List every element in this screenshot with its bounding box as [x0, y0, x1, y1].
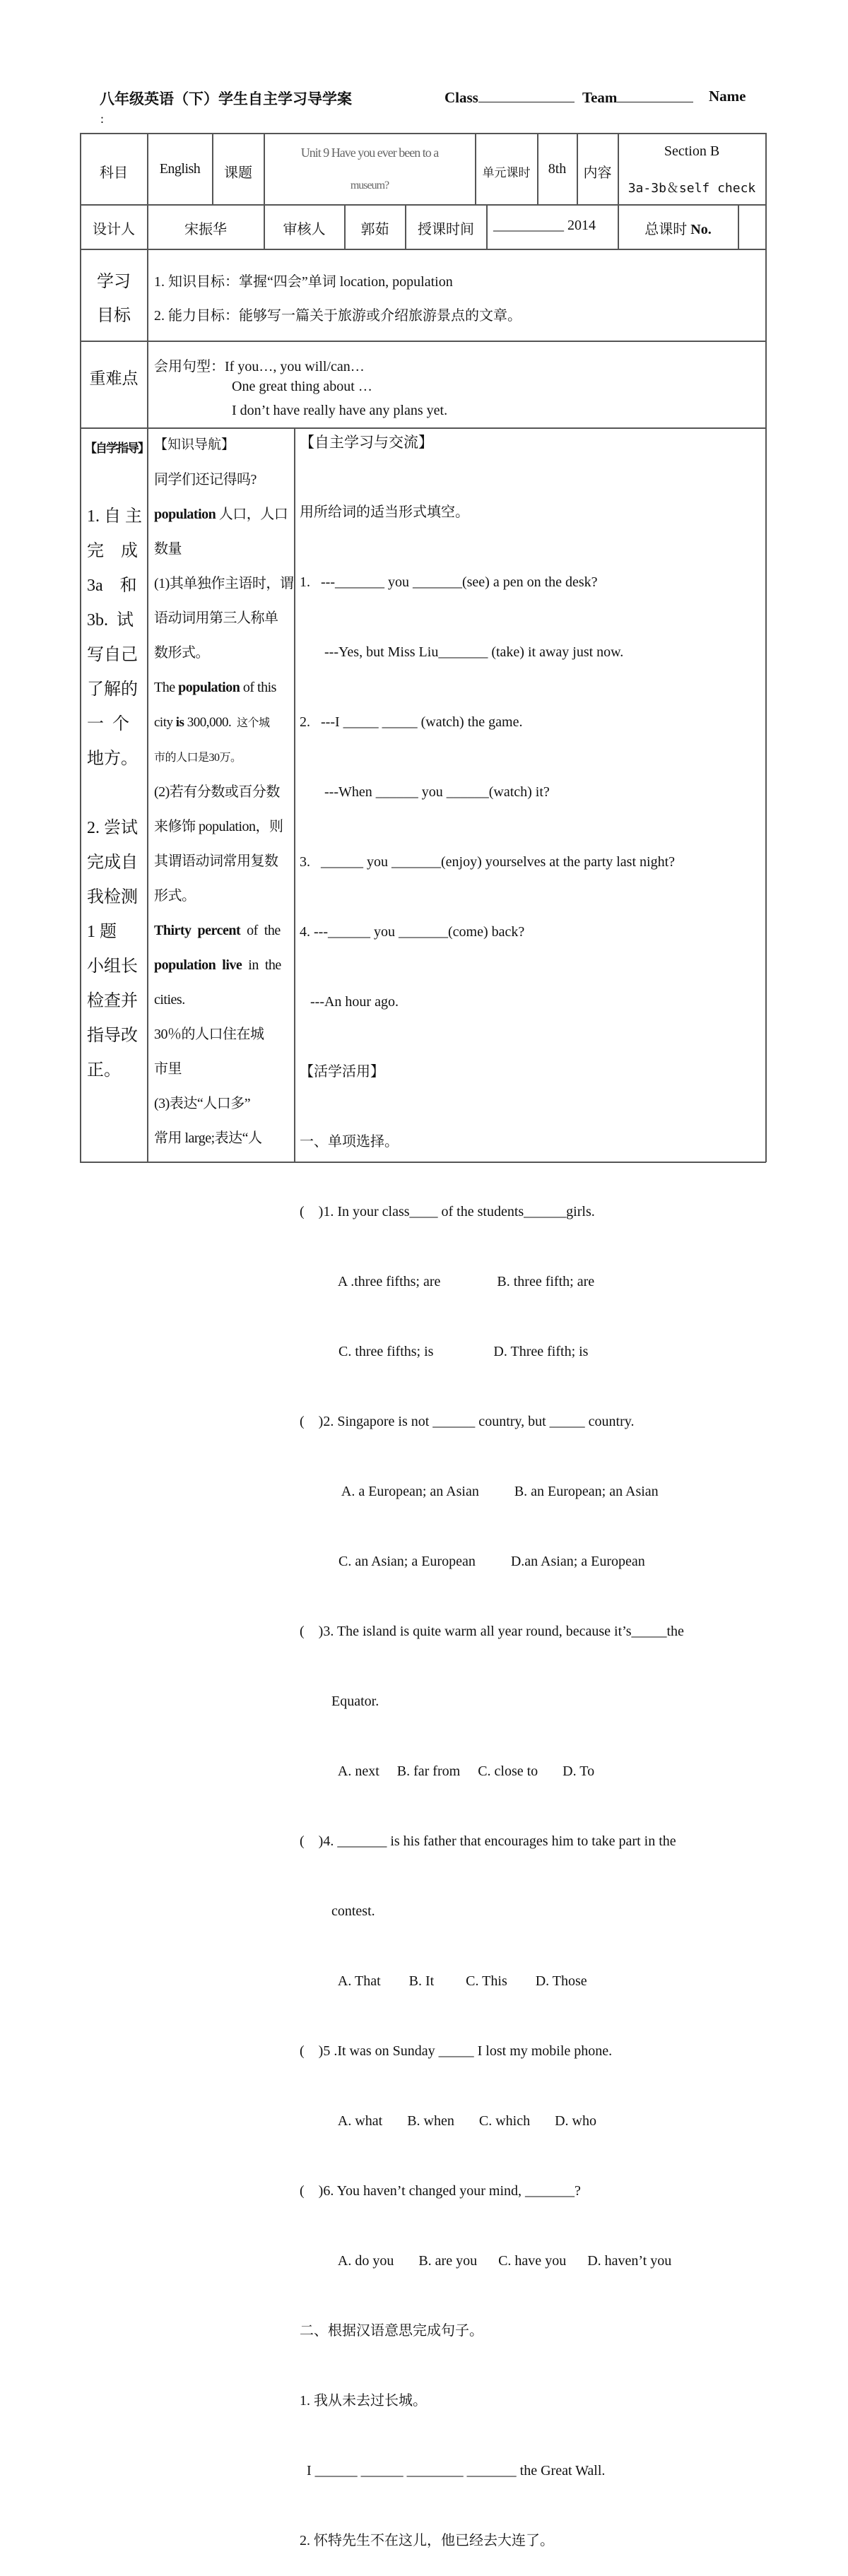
exercise-line: A. That B. It C. This D. Those — [300, 1973, 587, 1989]
guide-line: 3a 和 — [87, 577, 137, 595]
team-blank[interactable] — [617, 88, 693, 102]
exercise-line: 3. ______ you _______(enjoy) yourselves at the party last night? — [300, 854, 676, 870]
exercise-line: ( )6. You haven’t changed your mind, _______? — [300, 2183, 581, 2199]
section-title-practice: 【活学活用】 — [300, 1064, 384, 1080]
time-value: __________ 2014 — [493, 218, 596, 233]
name-label: Name — [709, 88, 746, 105]
knowledge-line: (1)其单独作主语时，谓 — [154, 576, 294, 591]
goal-ability: 2. 能力目标：能够写一篇关于旅游或介绍旅游景点的文章。 — [154, 308, 522, 324]
exercise-line: A. next B. far from C. close to D. To — [300, 1763, 595, 1779]
exercise-line: ---An hour ago. — [300, 994, 399, 1010]
guide-line: 了解的 — [87, 680, 138, 699]
self-study-guide-steps — [87, 500, 142, 1088]
knowledge-line: 语动词用第三人称单 — [154, 610, 278, 626]
goals-label-1: 学习 — [97, 273, 131, 291]
time-label: 授课时间 — [418, 222, 474, 237]
class-label: Class — [444, 88, 575, 107]
guide-line: 我检测 — [87, 888, 138, 906]
reviewer-label: 审核人 — [283, 222, 326, 237]
guide-line: 完成自 — [87, 853, 138, 872]
exercise-list — [300, 454, 684, 2576]
knowledge-line: population live in the — [154, 957, 281, 973]
guide-line: 1. 自 主 — [87, 507, 142, 526]
topic-label: 课题 — [224, 165, 252, 181]
knowledge-line: 来修饰 population，则 — [154, 819, 283, 834]
key-point-line-2: One great thing about … — [232, 379, 372, 394]
guide-line: 完 成 — [87, 542, 138, 560]
exercise-line: A .three fifths; are B. three fifth; are — [300, 1274, 595, 1289]
knowledge-line: 其谓语动词常用复数 — [154, 853, 278, 869]
total-hours: 总课时 No. — [644, 222, 712, 237]
key-points-label: 重难点 — [89, 370, 139, 387]
exercise-line: ( )1. In your class____ of the students______girls. — [300, 1204, 595, 1219]
exercise-line: C. an Asian; a European D.an Asian; a European — [300, 1554, 645, 1569]
knowledge-line: (3)表达“人口多” — [154, 1096, 251, 1111]
document-title: 八年级英语（下）学生自主学习导学案 — [100, 90, 352, 107]
guide-line: 指导改 — [87, 1027, 138, 1045]
exercise-line: C. three fifths; is D. Three fifth; is — [300, 1344, 589, 1359]
guide-line — [87, 776, 142, 811]
exercise-line: 2. ---I _____ _____ (watch) the game. — [300, 714, 523, 730]
exercise-line: ( )4. _______ is his father that encourages him to take part in the — [300, 1833, 676, 1849]
knowledge-line: The population of this — [154, 680, 276, 695]
designer-label: 设计人 — [93, 222, 135, 237]
knowledge-line: Thirty percent of the — [154, 923, 281, 938]
guide-line: 写自己 — [87, 646, 138, 664]
stray-colon: : — [100, 112, 105, 126]
exercise-line: contest. — [300, 1903, 375, 1919]
exercise-line: A. do you B. are you C. have you D. haven’t you — [300, 2253, 672, 2269]
knowledge-line: 市的人口是30万。 — [154, 752, 242, 764]
exercise-line: A. what B. when C. which D. who — [300, 2113, 596, 2129]
knowledge-line: 常用 large;表达“人 — [154, 1130, 262, 1146]
designer-value: 宋振华 — [184, 222, 227, 237]
subject-value: English — [159, 161, 201, 177]
knowledge-line: (2)若有分数或百分数 — [154, 784, 280, 800]
guide-line: 1 题 — [87, 923, 117, 941]
guide-line: 2. 尝试 — [87, 819, 138, 837]
class-blank[interactable] — [478, 88, 575, 102]
knowledge-line: population 人口，人口 — [154, 507, 288, 522]
key-point-line-3: I don’t have really have any plans yet. — [232, 403, 448, 418]
knowledge-nav-title: 【知识导航】 — [154, 437, 235, 452]
knowledge-line: cities. — [154, 992, 185, 1008]
knowledge-notes — [154, 463, 293, 1156]
exercise-line: 1. ---_______ you _______(see) a pen on the desk? — [300, 574, 598, 590]
guide-line: 3b. 试 — [87, 611, 134, 630]
knowledge-line: 市里 — [154, 1061, 182, 1077]
self-study-guide-title: 【自学指导】 — [85, 442, 148, 456]
guide-line: 正。 — [87, 1061, 121, 1080]
guide-line: 地方。 — [87, 750, 138, 768]
guide-line: 一 个 — [87, 715, 129, 733]
exercise-line: 4. ---______ you _______(come) back? — [300, 924, 525, 940]
exercise-line: 2. 怀特先生不在这儿，他已经去大连了。 — [300, 2533, 554, 2548]
unit-lesson-label: 单元课时 — [482, 166, 531, 179]
exercise-line: ---Yes, but Miss Liu_______ (take) it away just now. — [300, 644, 624, 660]
unit-lesson-value: 8th — [548, 161, 567, 177]
knowledge-line: 数形式。 — [154, 645, 209, 661]
exercise-line: Equator. — [300, 1694, 379, 1709]
exercise-line: ---When ______ you ______(watch) it? — [300, 784, 550, 800]
goal-knowledge: 1. 知识目标：掌握“四会”单词 location, population — [154, 274, 453, 290]
instruction-translate: 二、根据汉语意思完成句子。 — [300, 2323, 483, 2339]
guide-line: 检查并 — [87, 992, 138, 1010]
knowledge-line: 30％的人口住在城 — [154, 1027, 264, 1042]
topic-value-line1: Unit 9 Have you ever been to a — [300, 146, 439, 160]
knowledge-line: 形式。 — [154, 888, 196, 904]
goals-label-2: 目标 — [97, 307, 131, 325]
knowledge-line: 数量 — [154, 541, 182, 557]
knowledge-line: 同学们还记得吗? — [154, 472, 257, 488]
self-study-exchange-title: 【自主学习与交流】 — [300, 434, 433, 451]
content-value-line1: Section B — [664, 143, 720, 159]
key-point-line-1: 会用句型：If you…, you will/can… — [154, 359, 365, 374]
content-label: 内容 — [583, 165, 612, 181]
reviewer-value: 郭茹 — [360, 222, 389, 237]
guide-line: 小组长 — [87, 957, 138, 976]
instruction-fill-blank: 用所给词的适当形式填空。 — [300, 504, 469, 520]
subject-label: 科目 — [100, 165, 128, 181]
knowledge-line: city is 300,000. 这个城 — [154, 715, 270, 730]
exercise-line: ( )5 .It was on Sunday _____ I lost my mobile phone. — [300, 2043, 613, 2059]
instruction-single-choice: 一、单项选择。 — [300, 1134, 399, 1150]
topic-value-line2: museum? — [350, 179, 389, 191]
exercise-line: A. a European; an Asian B. an European; an Asian — [300, 1484, 659, 1499]
exercise-line: ( )2. Singapore is not ______ country, but _____ country. — [300, 1414, 635, 1429]
team-label: Team — [582, 88, 693, 107]
exercise-line: I ______ ______ ________ _______ the Great Wall. — [300, 2463, 606, 2478]
exercise-line: ( )3. The island is quite warm all year round, because it’s_____the — [300, 1624, 684, 1639]
content-value-line2: 3a-3b＆self check — [628, 181, 756, 196]
exercise-line: 1. 我从未去过长城。 — [300, 2393, 427, 2409]
